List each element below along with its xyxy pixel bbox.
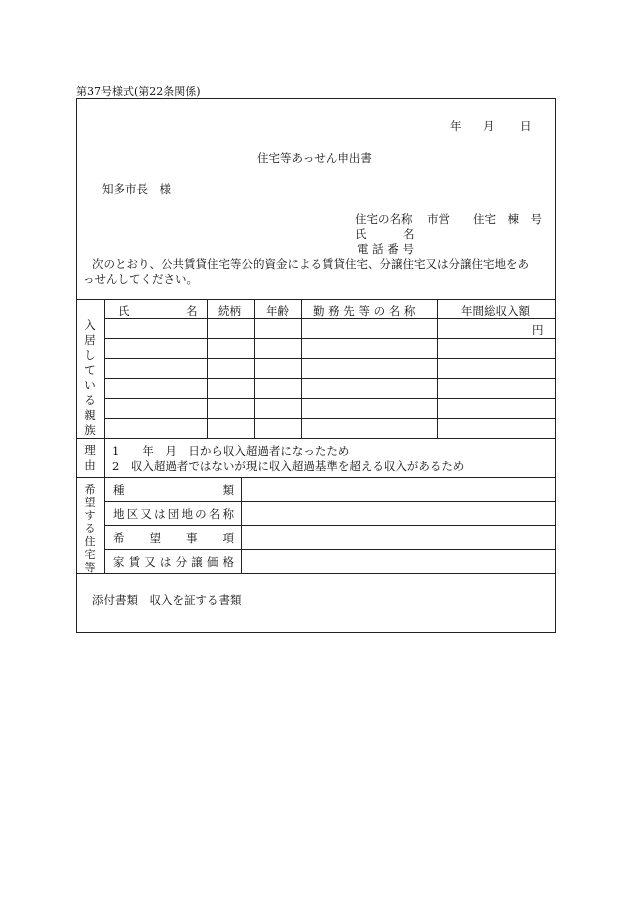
col-header-income: 年間総収入額 xyxy=(461,304,530,318)
divider-desired-top xyxy=(76,477,556,478)
col-header-relation: 続柄 xyxy=(218,304,241,318)
date-month: 月 xyxy=(483,119,495,133)
desired-label-char: 望 xyxy=(149,531,161,545)
desired-label-char: 項 xyxy=(222,531,234,545)
desired-row-line xyxy=(104,525,556,526)
date-year: 年 xyxy=(450,119,462,133)
desired-label-char: 希 xyxy=(113,531,125,545)
desired-row-label-type xyxy=(113,482,234,498)
family-col-line xyxy=(437,299,438,438)
family-row-line xyxy=(104,398,556,399)
reason-line-1: 1 年 月 日から収入超過者になったため xyxy=(112,444,350,458)
desired-label-char: 地 xyxy=(181,507,193,521)
divider-family-top xyxy=(76,299,556,300)
applicant-name-label-2: 名 xyxy=(403,227,415,241)
addressee: 知多市長 様 xyxy=(102,182,171,196)
income-unit: 円 xyxy=(532,323,544,337)
divider-attach-top xyxy=(76,573,556,574)
form-title: 住宅等あっせん申出書 xyxy=(257,151,372,165)
attachments-note: 添付書類 収入を証する書類 xyxy=(92,593,242,607)
reason-line-2: 2 収入超過者ではないが現に収入超過基準を超える収入があるため xyxy=(112,459,465,473)
col-header-workplace: 勤 務 先 等 の 名 称 xyxy=(313,304,416,318)
desired-col-line xyxy=(241,477,242,573)
desired-label-char: 分 xyxy=(175,555,188,569)
intro-text-line1: 次のとおり、公共賃貸住宅等公的資金による賃貸住宅、分譲住宅又は分譲住宅地をあ xyxy=(92,257,529,271)
desired-label-char: 地 xyxy=(113,507,125,521)
desired-row-line xyxy=(104,501,556,502)
desired-label-char: は xyxy=(154,507,166,521)
family-row-line xyxy=(104,338,556,339)
desired-label-char: 名 xyxy=(208,507,221,521)
intro-text-line2: っせんしてください。 xyxy=(83,272,198,286)
desired-label-char: の xyxy=(195,507,207,521)
form-number: 第37号様式(第22条関係) xyxy=(76,85,201,98)
applicant-name-label: 氏 xyxy=(355,227,367,241)
desired-label-char: 区 xyxy=(126,507,139,521)
family-col-line xyxy=(254,299,255,438)
col-header-name-2: 名 xyxy=(186,304,198,318)
desired-row-label-wishes xyxy=(113,530,234,546)
family-row-line xyxy=(104,358,556,359)
col-header-name-1: 氏 xyxy=(118,304,130,318)
desired-label-char: は xyxy=(159,555,172,569)
application-form-frame xyxy=(76,98,556,633)
desired-label-char: 価 xyxy=(206,555,219,569)
desired-label-char: 類 xyxy=(222,483,234,497)
desired-label-char: 賃 xyxy=(128,555,141,569)
phone-label: 電 話 番 号 xyxy=(357,242,414,256)
desired-label-char: 又 xyxy=(144,555,156,569)
desired-row-label-price xyxy=(113,554,234,570)
family-col-line xyxy=(207,299,208,438)
reason-side-label: 理由 xyxy=(84,443,96,472)
desired-row-label-area xyxy=(113,506,234,522)
divider-reason-top xyxy=(76,438,556,439)
desired-side-label: 希望する住宅等 xyxy=(84,483,96,574)
side-label-column-line xyxy=(104,299,105,573)
desired-label-char: 種 xyxy=(113,483,125,497)
desired-label-char: 格 xyxy=(222,555,234,569)
housing-name-label: 住宅の名称 xyxy=(355,212,413,226)
desired-label-char: 家 xyxy=(113,555,125,569)
desired-label-char: 又 xyxy=(140,507,152,521)
desired-label-char: 団 xyxy=(167,507,180,521)
housing-name-value: 市営 住宅 棟 号 xyxy=(427,212,542,226)
family-row-line xyxy=(104,378,556,379)
desired-label-char: 譲 xyxy=(191,555,203,569)
family-row-line xyxy=(104,418,556,419)
col-header-age: 年齢 xyxy=(266,304,289,318)
date-day: 日 xyxy=(520,119,532,133)
desired-row-line xyxy=(104,549,556,550)
family-side-label: 入居している親族 xyxy=(84,318,96,437)
family-col-line xyxy=(301,299,302,438)
desired-label-char: 称 xyxy=(222,507,234,521)
desired-label-char: 事 xyxy=(186,531,198,545)
